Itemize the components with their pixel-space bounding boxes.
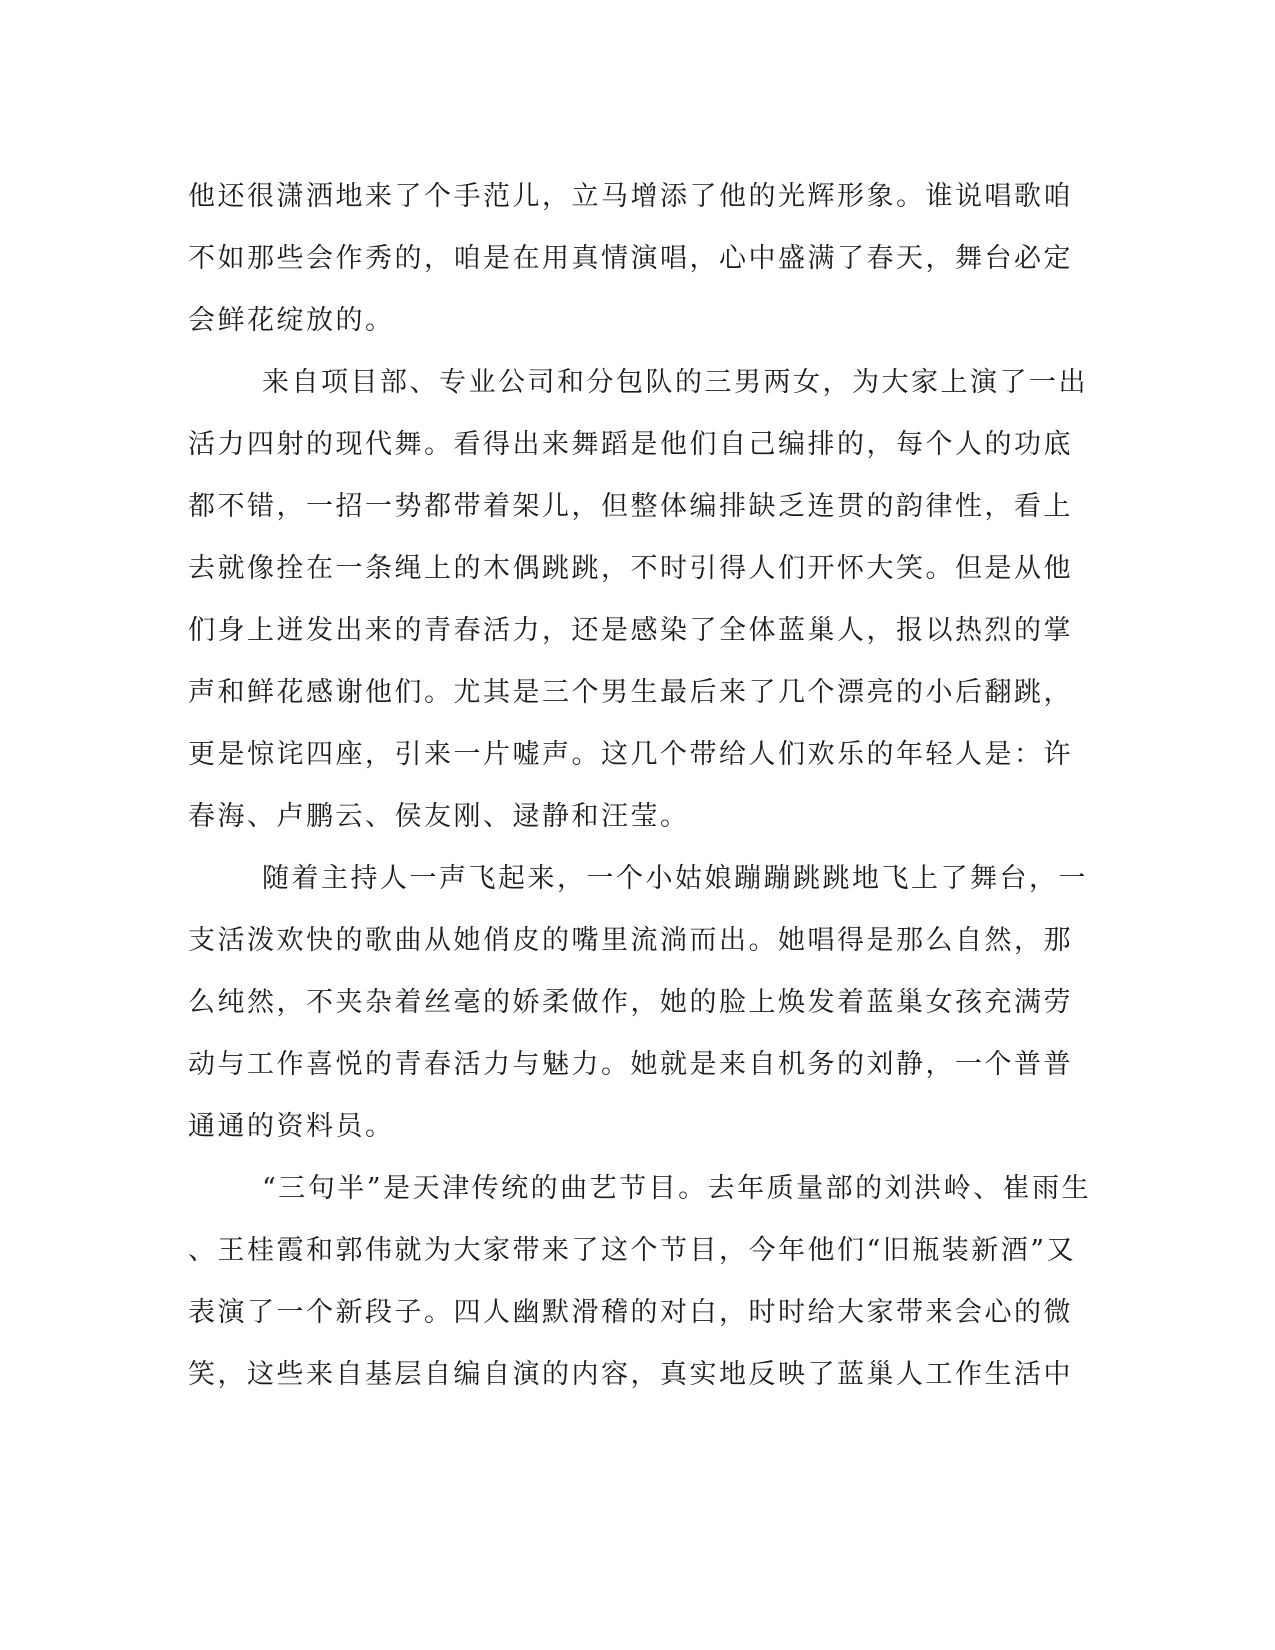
paragraph-start-line: 来自项目部、专业公司和分包队的三男两女，为大家上演了一出 bbox=[262, 367, 1088, 398]
paragraph-start-line: 随着主持人一声飞起来，一个小姑娘蹦蹦跳跳地飞上了舞台，一 bbox=[262, 863, 1088, 894]
text-line: 动与工作喜悦的青春活力与魅力。她就是来自机务的刘静，一个普普 bbox=[188, 1049, 1073, 1080]
text-line: 不如那些会作秀的，咱是在用真情演唱，心中盛满了春天，舞台必定 bbox=[188, 243, 1073, 274]
text-line: 更是惊诧四座，引来一片嘘声。这几个带给人们欢乐的年轻人是：许 bbox=[188, 739, 1073, 770]
text-line: 去就像拴在一条绳上的木偶跳跳，不时引得人们开怀大笑。但是从他 bbox=[188, 553, 1073, 584]
text-line: 春海、卢鹏云、侯友刚、逯静和汪莹。 bbox=[188, 801, 690, 832]
text-line: 通通的资料员。 bbox=[188, 1111, 395, 1142]
text-line: 么纯然，不夹杂着丝毫的娇柔做作，她的脸上焕发着蓝巢女孩充满劳 bbox=[188, 987, 1073, 1018]
text-line: 支活泼欢快的歌曲从她俏皮的嘴里流淌而出。她唱得是那么自然，那 bbox=[188, 925, 1073, 956]
text-line: 活力四射的现代舞。看得出来舞蹈是他们自己编排的，每个人的功底 bbox=[188, 429, 1073, 460]
text-line: 他还很潇洒地来了个手范儿，立马增添了他的光辉形象。谁说唱歌咱 bbox=[188, 181, 1073, 212]
text-line: 们身上迸发出来的青春活力，还是感染了全体蓝巢人，报以热烈的掌 bbox=[188, 615, 1073, 646]
text-line: 、王桂霞和郭伟就为大家带来了这个节目，今年他们“旧瓶装新酒”又 bbox=[188, 1235, 1077, 1266]
body-text bbox=[188, 166, 1092, 1406]
text-line: 都不错，一招一势都带着架儿，但整体编排缺乏连贯的韵律性，看上 bbox=[188, 491, 1073, 522]
text-line: 声和鲜花感谢他们。尤其是三个男生最后来了几个漂亮的小后翻跳， bbox=[188, 677, 1073, 708]
text-line: 笑，这些来自基层自编自演的内容，真实地反映了蓝巢人工作生活中 bbox=[188, 1359, 1073, 1390]
text-line: 会鲜花绽放的。 bbox=[188, 305, 395, 336]
paragraph-start-line: “三句半”是天津传统的曲艺节目。去年质量部的刘洪岭、崔雨生 bbox=[262, 1173, 1092, 1204]
text-line: 表演了一个新段子。四人幽默滑稽的对白，时时给大家带来会心的微 bbox=[188, 1297, 1073, 1328]
